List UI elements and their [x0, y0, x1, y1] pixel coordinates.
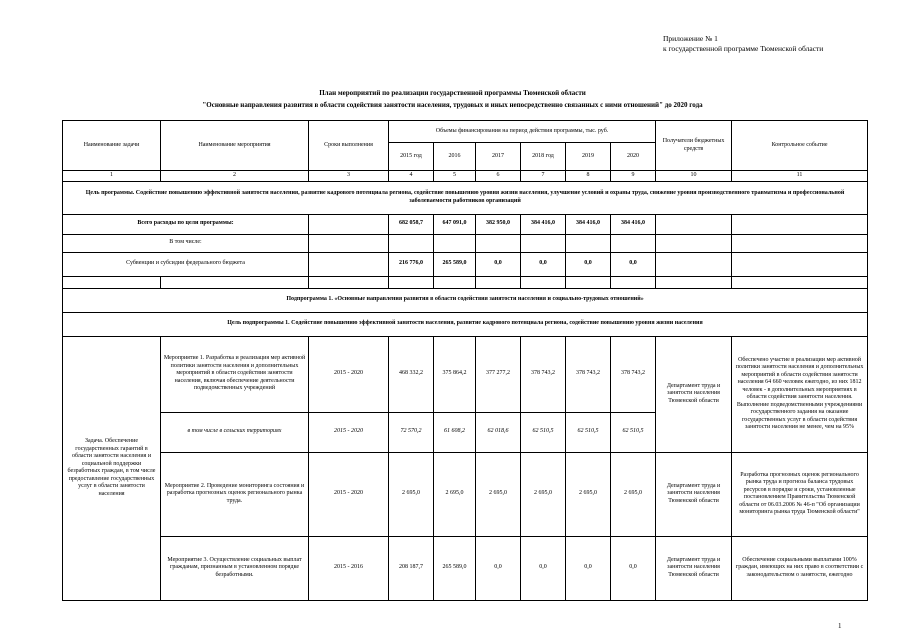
subsidies-value: 216 776,0: [389, 252, 434, 276]
event-value: 378 743,2: [521, 336, 566, 412]
header-year: 2020: [611, 143, 656, 171]
column-number: 7: [521, 171, 566, 182]
event-name: в том числе в сельских территориях: [161, 412, 309, 452]
column-number: 4: [389, 171, 434, 182]
header-recipients: Получатели бюджетных средств: [656, 121, 732, 171]
event-value: 2 695,0: [566, 452, 611, 536]
event-row: [63, 336, 868, 412]
subsidies-value: 0,0: [566, 252, 611, 276]
subsidies-value: 0,0: [521, 252, 566, 276]
subprogram-goal: Цель подпрограммы 1. Содействие повышению эффективной занятости населения, развитие кадрового потенциала региона, содействие повышению уровня жизни населения: [63, 312, 868, 336]
event-term: 2015 - 2020: [309, 336, 389, 412]
event-name: Мероприятие 1. Разработка и реализация мер активной политики занятости населения и дополнительных мероприятий в области содействия занятости населения, включая обеспечение деятельности подведомственных учреждений: [161, 336, 309, 412]
appendix-number: Приложение № 1: [663, 34, 718, 43]
plan-table: [62, 120, 868, 601]
subsidies-row: [63, 252, 868, 276]
incl-row: [63, 234, 868, 252]
event-value: 375 864,2: [434, 336, 476, 412]
event-value: 62 018,6: [476, 412, 521, 452]
column-number: 11: [732, 171, 868, 182]
column-numbers-row: [63, 171, 868, 182]
event-control: Разработка прогнозных оценок регионального рынка труда и прогноза баланса трудовых ресурсов в порядке и сроки, установленные постановлением Правительства Тюменской области от 06.03.2006 № 46-п "Об организации мониторинга рынка труда Тюменской области": [732, 452, 868, 536]
task-cell: Задача. Обеспечение государственных гарантий в области занятости населения и социальной поддержки безработных граждан, в том числе предоставление государственных услуг в области занятости населения: [63, 336, 161, 600]
totals-value: 382 950,0: [476, 214, 521, 234]
header-term: Сроки выполнения: [309, 121, 389, 171]
subgoal-row: [63, 312, 868, 336]
event-value: 2 695,0: [611, 452, 656, 536]
goal-row: [63, 181, 868, 214]
event-name: Мероприятие 2. Проведение мониторинга состояния и разработка прогнозных оценок регионального рынка труда.: [161, 452, 309, 536]
subprogram-title: Подпрограмма 1. «Основные направления развития в области содействия занятости населения и социально-трудовых отношений»: [63, 288, 868, 312]
totals-label: Всего расходы по цели программы:: [63, 214, 309, 234]
header-year: 2019: [566, 143, 611, 171]
document-subtitle: "Основные направления развития в области содействия занятости населения, трудовых и иных непосредственно связанных с ними отношений" до 2020 года: [202, 101, 703, 109]
event-name: Мероприятие 3. Осуществление социальных выплат гражданам, признанным в установленном порядке безработными.: [161, 536, 309, 600]
header-task: Наименование задачи: [63, 121, 161, 171]
page-number: 1: [838, 622, 842, 630]
event-value: 378 743,2: [566, 336, 611, 412]
column-number: 1: [63, 171, 161, 182]
event-value: 208 187,7: [389, 536, 434, 600]
totals-value: 647 091,0: [434, 214, 476, 234]
event-control: Обеспечено участие в реализации мер активной политики занятости населения и дополнительных мероприятий в области содействия занятости населения 64 660 человек ежегодно, из них 1812 человек - в дополнительных мероприятиях в области содействия занятости населения. Выполнение подведомственными учреждениями государственного задания на оказание государственных услуг в области содействия занятости населения не менее, чем на 95%: [732, 336, 868, 452]
event-value: 72 570,2: [389, 412, 434, 452]
event-term: 2015 - 2016: [309, 536, 389, 600]
header-row: [63, 121, 868, 143]
spacer-row: [63, 276, 868, 288]
header-year: 2016: [434, 143, 476, 171]
totals-value: 384 416,0: [521, 214, 566, 234]
event-value: 0,0: [521, 536, 566, 600]
event-row: [63, 536, 868, 600]
event-value: 2 695,0: [521, 452, 566, 536]
header-year: 2018 год: [521, 143, 566, 171]
document-title: План мероприятий по реализации государственной программы Тюменской области: [319, 89, 586, 97]
subprogram-row: [63, 288, 868, 312]
totals-row: [63, 214, 868, 234]
column-number: 6: [476, 171, 521, 182]
event-value: 2 695,0: [389, 452, 434, 536]
header-funding: Объемы финансирования на период действия программы, тыс. руб.: [389, 121, 656, 143]
event-term: 2015 - 2020: [309, 452, 389, 536]
column-number: 2: [161, 171, 309, 182]
event-recipient: Департамент труда и занятости населения Тюменской области: [656, 536, 732, 600]
column-number: 8: [566, 171, 611, 182]
appendix-note: [663, 34, 823, 54]
subsidies-value: 0,0: [611, 252, 656, 276]
event-value: 378 743,2: [611, 336, 656, 412]
header-event: Наименование мероприятия: [161, 121, 309, 171]
header-year: 2017: [476, 143, 521, 171]
event-control: Обеспечение социальными выплатами 100% граждан, имеющих на них право в соответствии с законодательством о занятости, ежегодно: [732, 536, 868, 600]
appendix-reference: к государственной программе Тюменской области: [663, 44, 824, 53]
totals-value: 682 058,7: [389, 214, 434, 234]
subsidies-value: 265 589,0: [434, 252, 476, 276]
column-number: 10: [656, 171, 732, 182]
including-label: В том числе:: [63, 234, 309, 252]
event-value: 0,0: [611, 536, 656, 600]
event-value: 0,0: [476, 536, 521, 600]
event-value: 62 510,5: [566, 412, 611, 452]
totals-value: 384 416,0: [611, 214, 656, 234]
subsidies-label: Субвенции и субсидии федерального бюджета: [63, 252, 309, 276]
event-recipient: Департамент труда и занятости населения Тюменской области: [656, 452, 732, 536]
column-number: 9: [611, 171, 656, 182]
program-goal: Цель программы. Содействие повышению эффективной занятости населения, развитие кадрового потенциала региона, содействие повышению уровня жизни населения, улучшение условий и охраны труда, снижение уровня производственного травматизма и профессиональной заболеваемости работников организаций: [63, 181, 868, 214]
header-year: 2015 год: [389, 143, 434, 171]
event-value: 62 510,5: [521, 412, 566, 452]
event-value: 265 589,0: [434, 536, 476, 600]
event-value: 62 510,5: [611, 412, 656, 452]
event-value: 0,0: [566, 536, 611, 600]
event-term: 2015 - 2020: [309, 412, 389, 452]
event-recipient: Департамент труда и занятости населения Тюменской области: [656, 336, 732, 452]
totals-value: 384 416,0: [566, 214, 611, 234]
event-value: 2 695,0: [434, 452, 476, 536]
column-number: 5: [434, 171, 476, 182]
event-row: [63, 452, 868, 536]
event-value: 377 277,2: [476, 336, 521, 412]
event-value: 2 695,0: [476, 452, 521, 536]
event-value: 61 608,2: [434, 412, 476, 452]
column-number: 3: [309, 171, 389, 182]
event-value: 468 332,2: [389, 336, 434, 412]
header-control: Контрольное событие: [732, 121, 868, 171]
subsidies-value: 0,0: [476, 252, 521, 276]
